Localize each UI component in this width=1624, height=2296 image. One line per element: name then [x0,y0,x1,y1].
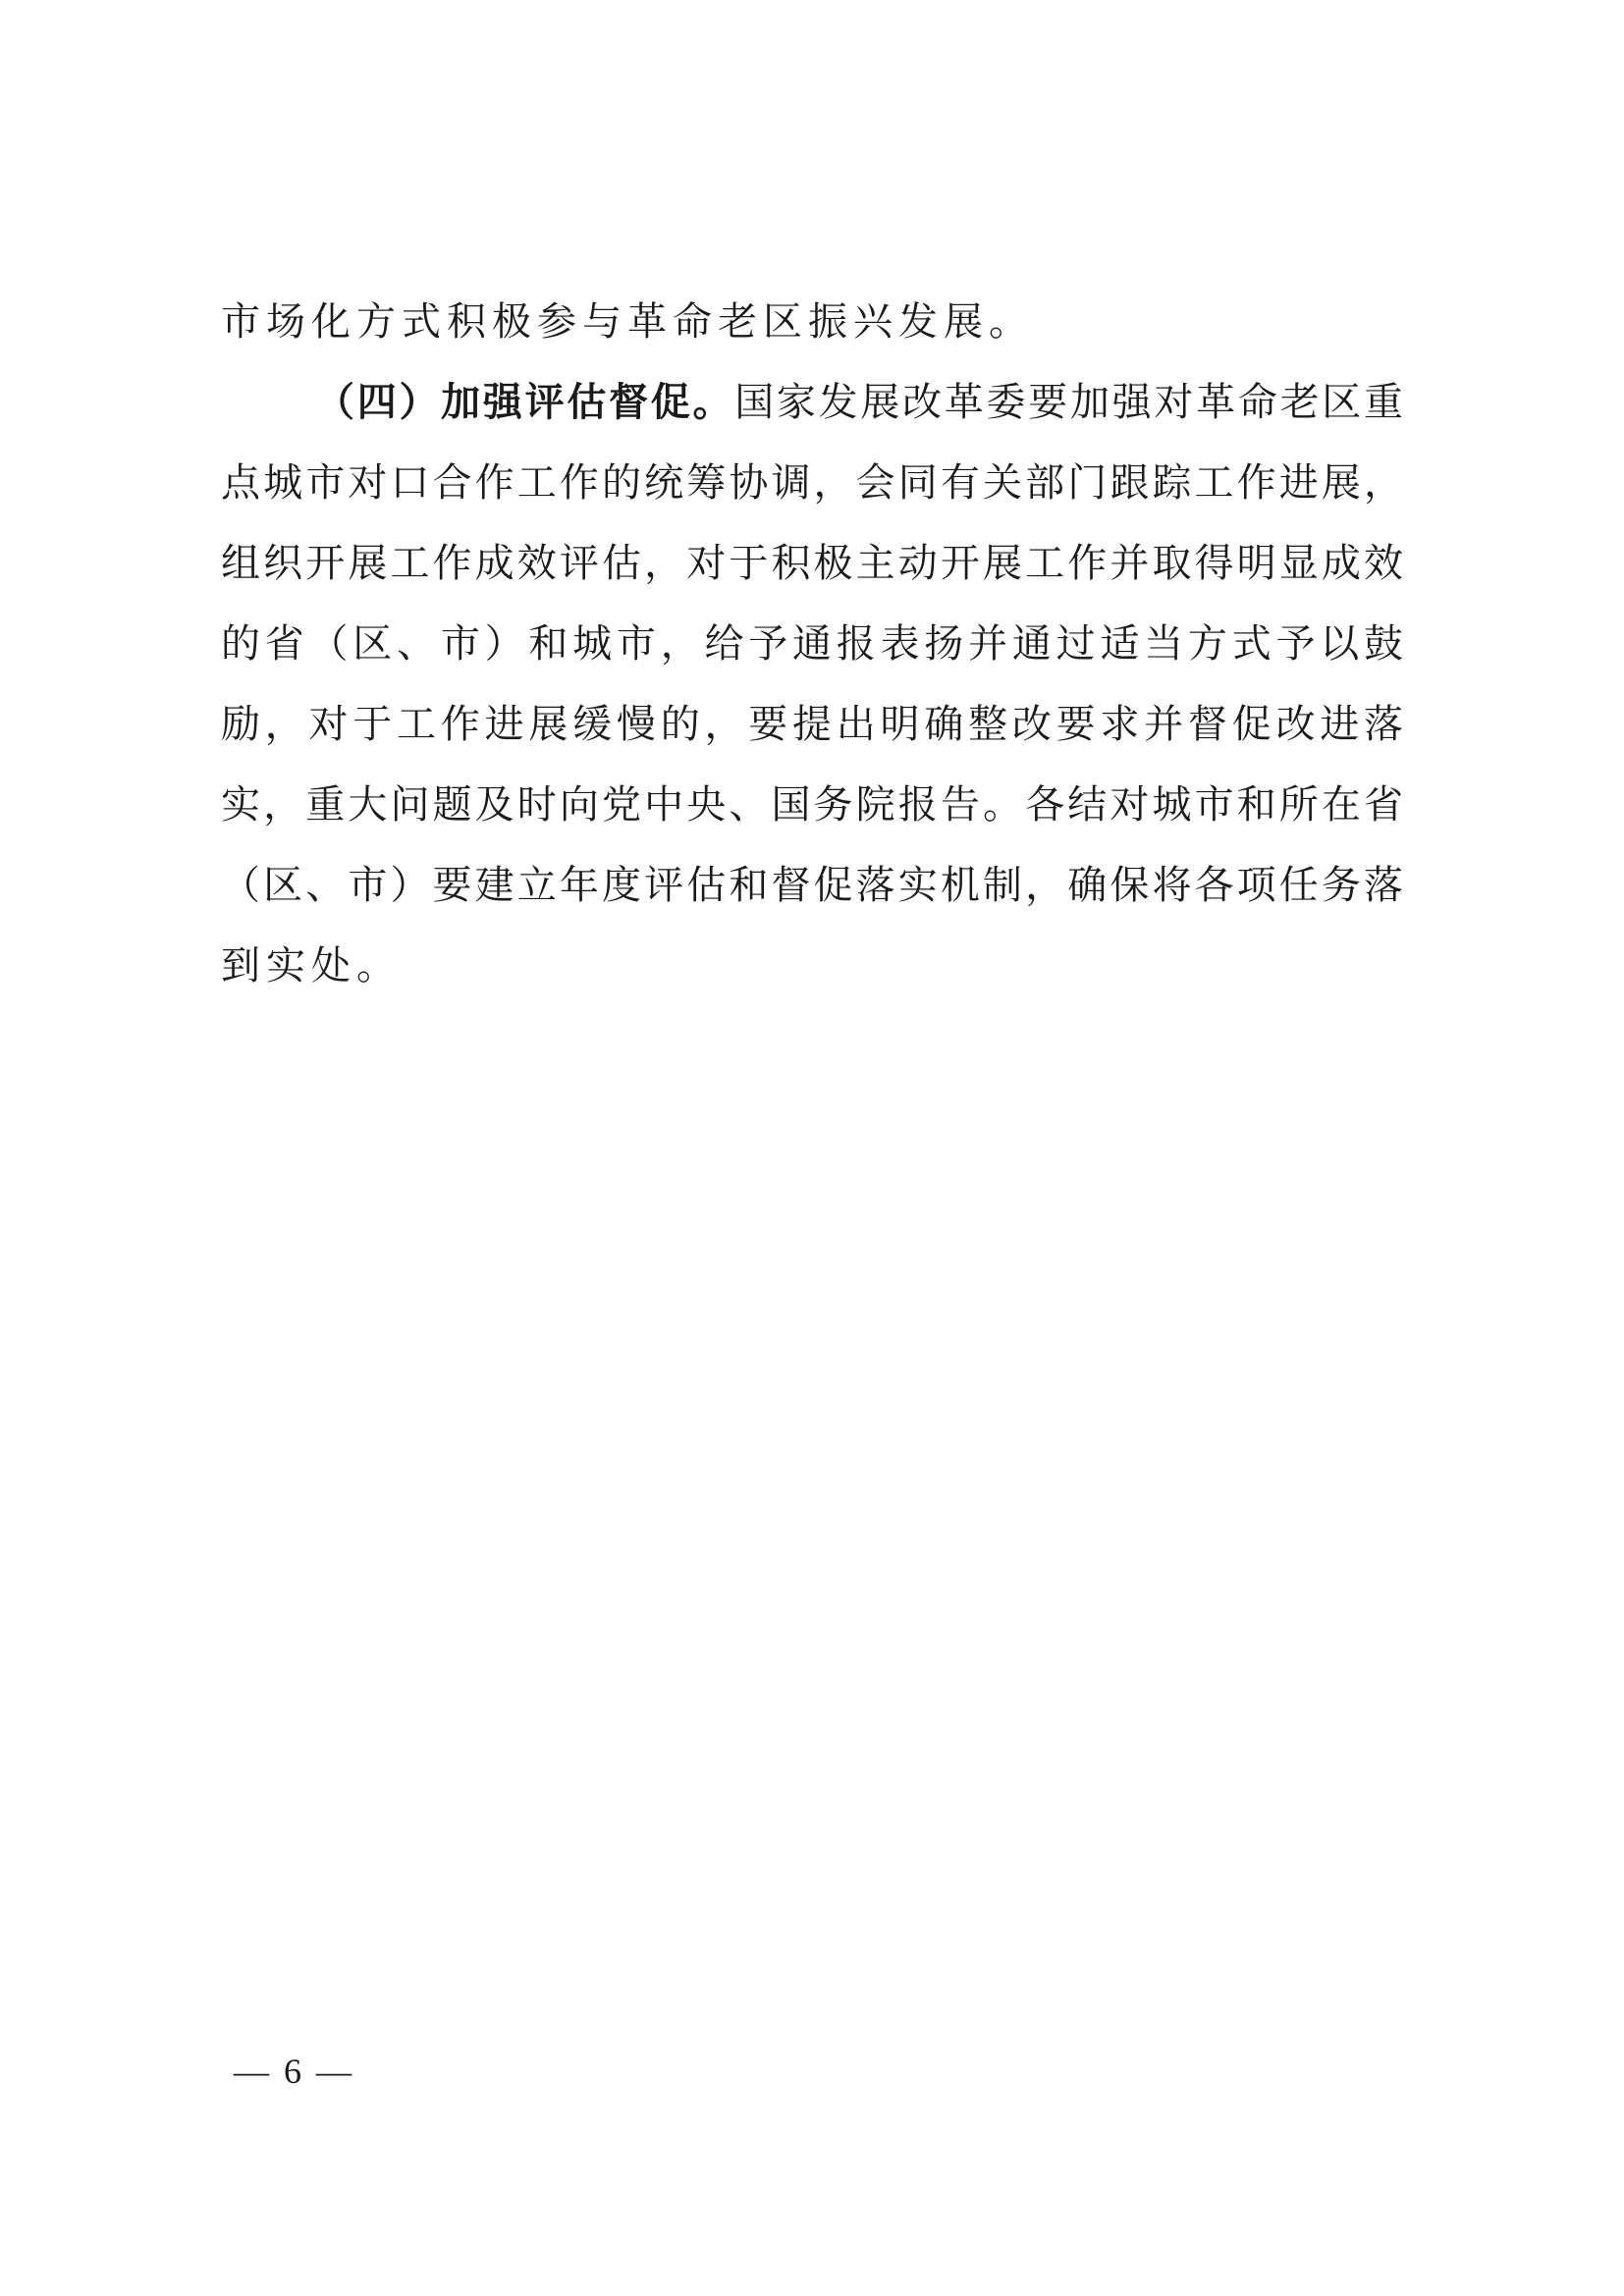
paragraph2-line-2: 点城市对口合作工作的统筹协调，会同有关部门跟踪工作进展， [221,460,1403,505]
paragraph2-line-3: 组织开展工作成效评估，对于积极主动开展工作并取得明显成效 [221,541,1403,585]
page-number: — 6 — [234,2052,354,2091]
paragraph2-first-line [221,362,1403,443]
paragraph2-last-line: 到实处。 [221,943,402,988]
paragraph2-line-5: 励，对于工作进展缓慢的，要提出明确整改要求并督促改进落 [221,702,1403,746]
paragraph2-line-4: 的省（区、市）和城市，给予通报表扬并通过适当方式予以鼓 [221,621,1403,666]
paragraph2-first-line-text: 国家发展改革委要加强对革命老区重 [734,380,1404,424]
paragraph2-line-7: （区、市）要建立年度评估和督促落实机制，确保将各项任务落 [221,863,1403,907]
section-heading: （四）加强评估督促。 [315,380,735,424]
paragraph1-last-line: 市场化方式积极参与革命老区振兴发展。 [221,299,1034,344]
document-body [221,282,1403,1006]
paragraph2-line-6: 实，重大问题及时向党中央、国务院报告。各结对城市和所在省 [221,782,1403,827]
